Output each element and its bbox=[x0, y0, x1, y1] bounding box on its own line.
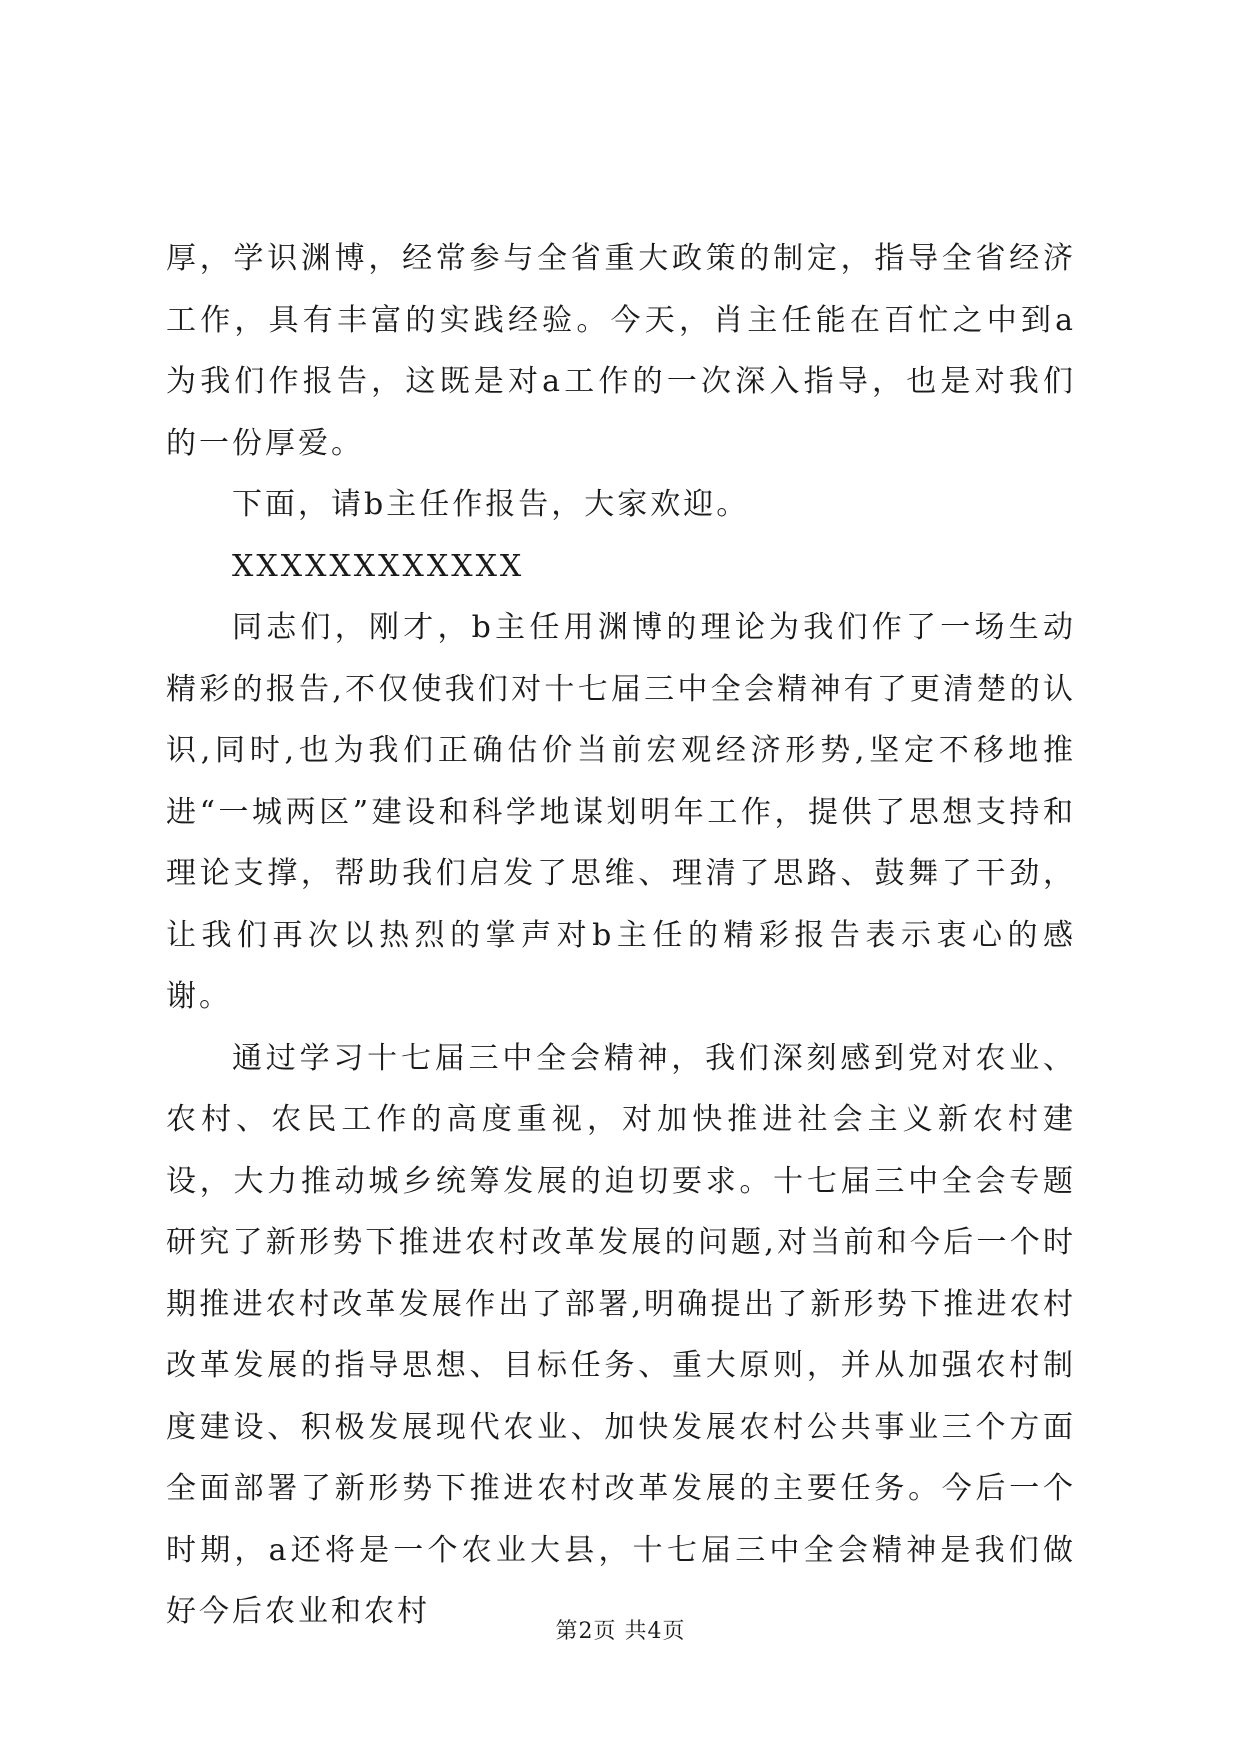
paragraph-study: 通过学习十七届三中全会精神，我们深刻感到党对农业、农村、农民工作的高度重视，对加快推进社会主义新农村建设，大力推动城乡统筹发展的迫切要求。十七届三中全会专题研究了新形势下推进农村改革发展的问题,对当前和今后一个时期推进农村改革发展作出了部署,明确提出了新形势下推进农村改革发展的指导思想、目标任务、重大原则，并从加强农村制度建设、积极发展现代农业、加快发展农村公共事业三个方面全面部署了新形势下推进农村改革发展的主要任务。今后一个时期，a还将是一个农业大县，十七届三中全会精神是我们做好今后农业和农村 bbox=[166, 1040, 1076, 1629]
paragraph-invitation: 下面，请b主任作报告，大家欢迎。 bbox=[232, 487, 750, 522]
document-body bbox=[166, 228, 1076, 1643]
paragraph-placeholder: XXXXXXXXXXXX bbox=[232, 548, 525, 584]
page-footer: 第2页 共4页 bbox=[555, 1619, 686, 1644]
paragraph-continuation: 厚，学识渊博，经常参与全省重大政策的制定，指导全省经济工作，具有丰富的实践经验。今天，肖主任能在百忙之中到a为我们作报告，这既是对a工作的一次深入指导，也是对我们的一份厚爱。 bbox=[166, 241, 1076, 461]
paragraph-thanks: 同志们，刚才，b主任用渊博的理论为我们作了一场生动精彩的报告,不仅使我们对十七届三中全会精神有了更清楚的认识,同时,也为我们正确估价当前宏观经济形势,坚定不移地推进“一城两区”建设和科学地谋划明年工作，提供了思想支持和理论支撑，帮助我们启发了思维、理清了思路、鼓舞了干劲，让我们再次以热烈的掌声对b主任的精彩报告表示衷心的感谢。 bbox=[166, 610, 1076, 1014]
